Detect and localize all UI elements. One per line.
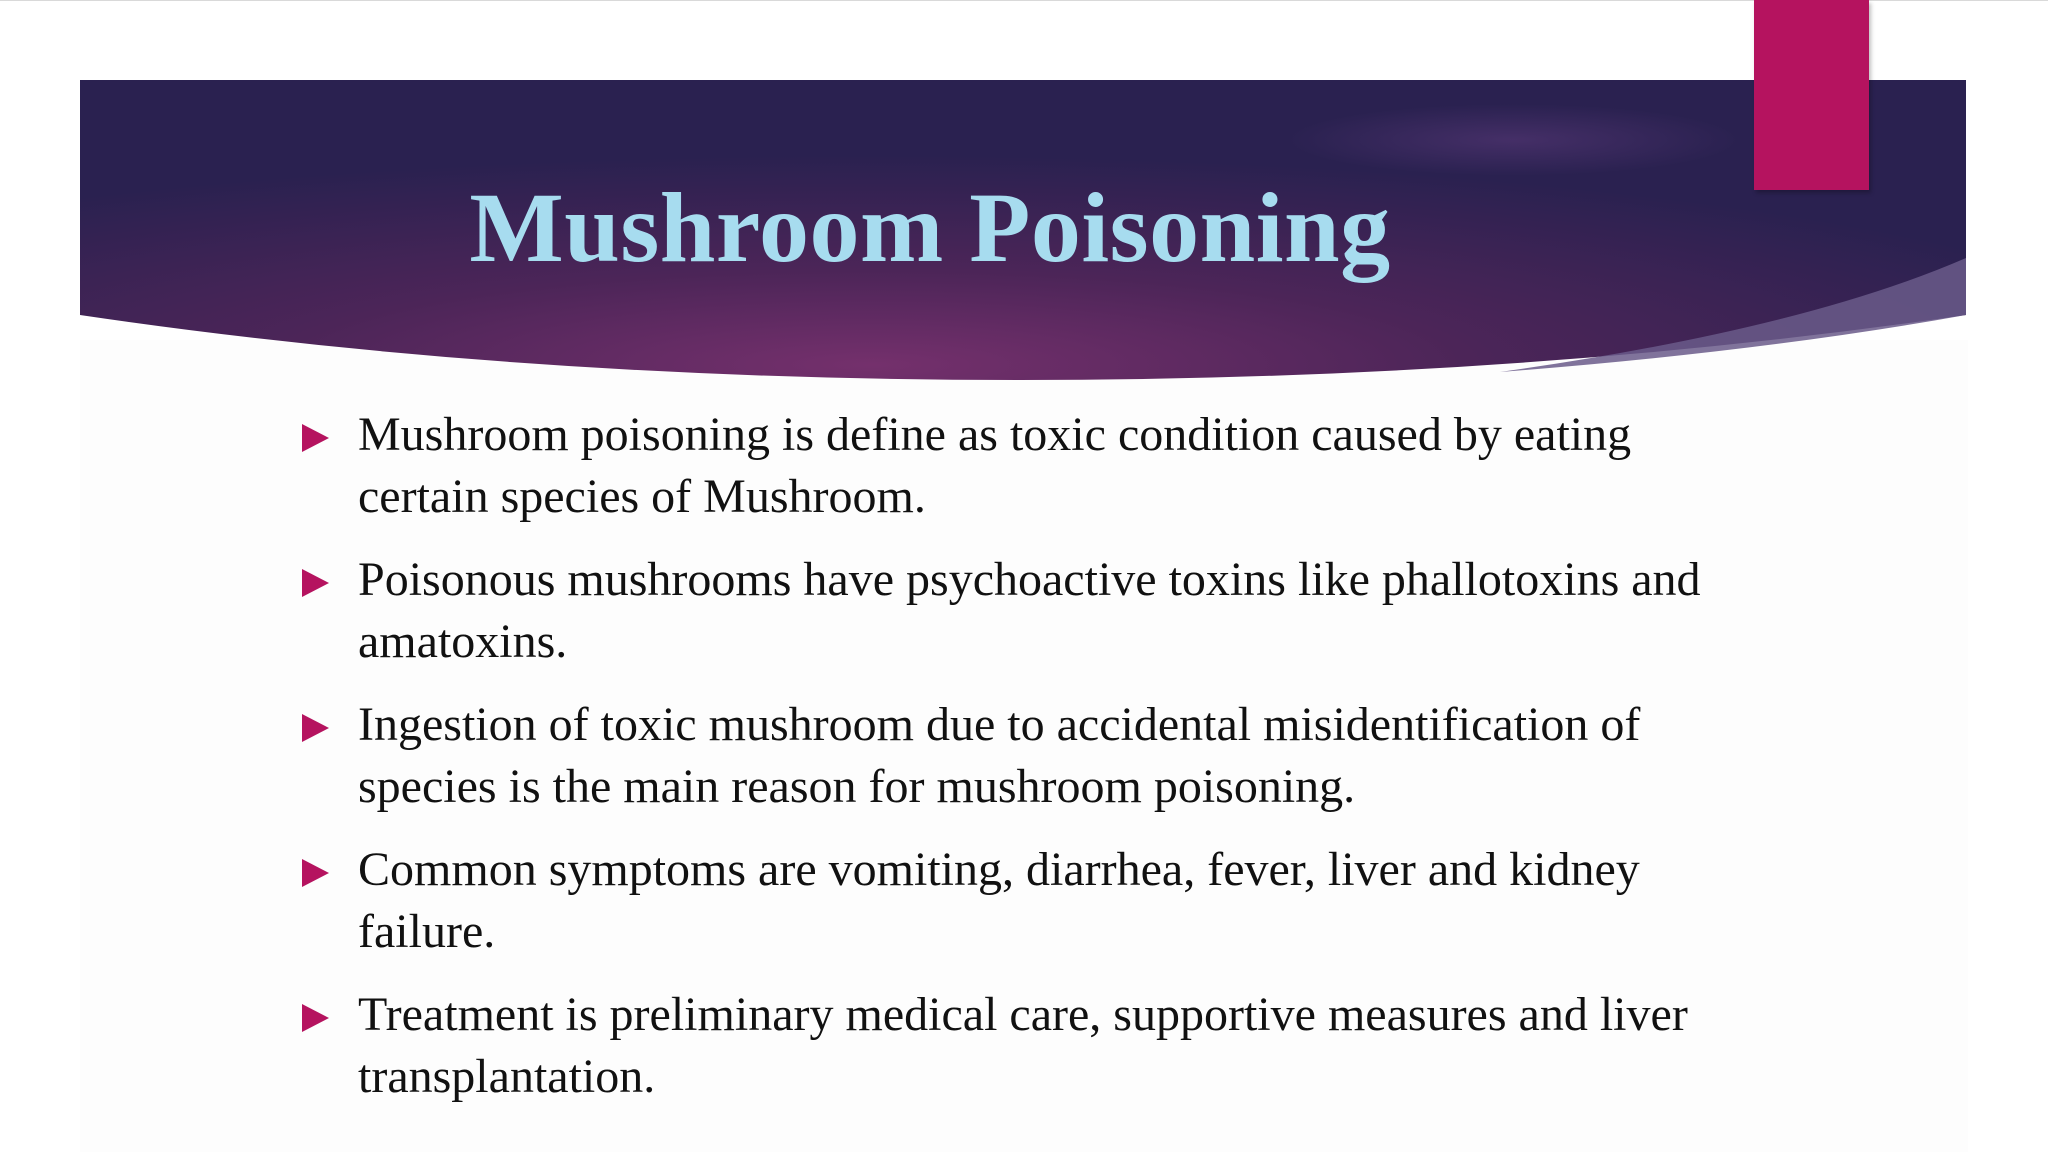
- bullet-text: Common symptoms are vomiting, diarrhea, fever, liver and kidney failure.: [358, 843, 1640, 958]
- list-item: [298, 839, 1758, 963]
- list-item: [298, 404, 1758, 528]
- accent-tab: [1754, 0, 1869, 190]
- bullet-text: Mushroom poisoning is define as toxic condition caused by eating certain species of Mushroom.: [358, 408, 1632, 523]
- right-triangle-icon: [302, 859, 329, 887]
- list-item: [298, 549, 1758, 673]
- right-triangle-icon: [302, 714, 329, 742]
- right-triangle-icon: [302, 1004, 329, 1032]
- right-triangle-icon: [302, 569, 329, 597]
- bullet-text: Poisonous mushrooms have psychoactive toxins like phallotoxins and amatoxins.: [358, 553, 1701, 668]
- bullet-text: Treatment is preliminary medical care, supportive measures and liver transplantation.: [358, 988, 1688, 1103]
- bullet-list: [298, 404, 1758, 1129]
- list-item: [298, 694, 1758, 818]
- bullet-text: Ingestion of toxic mushroom due to accidental misidentification of species is the main reason for mushroom poisoning.: [358, 698, 1641, 813]
- slide-title: Mushroom Poisoning: [469, 172, 1391, 283]
- list-item: [298, 984, 1758, 1108]
- right-triangle-icon: [302, 424, 329, 452]
